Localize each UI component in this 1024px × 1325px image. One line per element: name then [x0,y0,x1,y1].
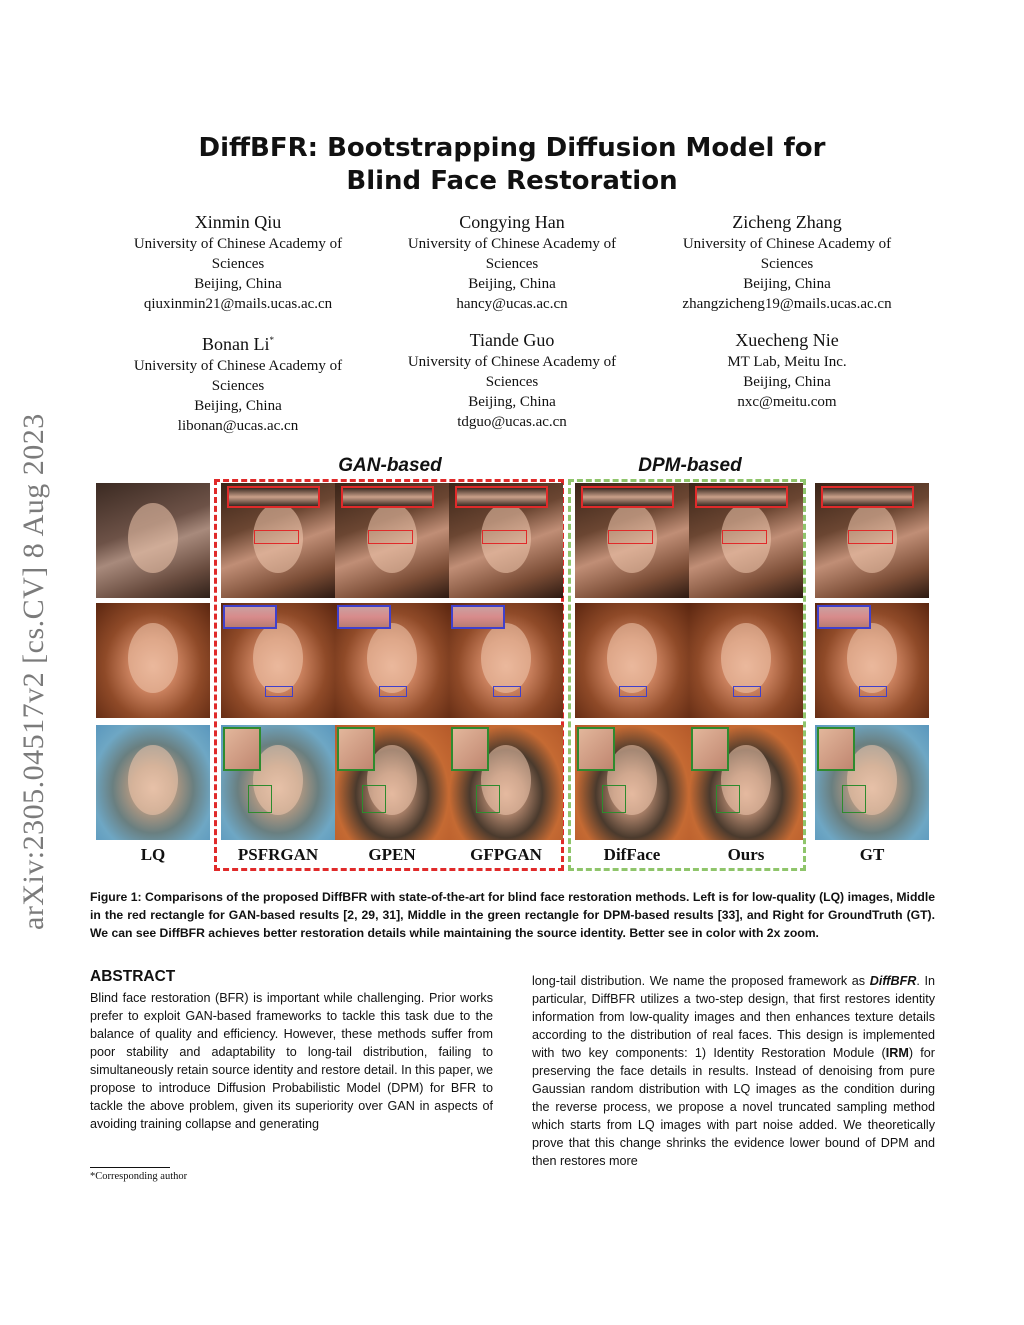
author-name: Tiande Guo [469,330,555,350]
author-email: qiuxinmin21@mails.ucas.ac.cn [143,296,333,312]
author-name: Xuecheng Nie [735,330,839,350]
lq-face-image [96,725,210,840]
author-block [652,328,922,412]
author-location: Beijing, China [468,276,556,292]
psfrgan-face-image [221,603,335,718]
arxiv-side-stamp: arXiv:2305.04517v2 [cs.CV] 8 Aug 2023 [17,413,50,930]
author-email: libonan@ucas.ac.cn [177,418,299,434]
author-name: Zicheng Zhang [732,212,842,232]
difface-face-image [575,483,689,598]
author-block [103,328,373,436]
author-affiliation: University of Chinese Academy of [133,358,343,374]
author-affiliation: Sciences [211,378,265,394]
column-label-gt: GT [859,845,885,864]
framework-name: DiffBFR [869,974,917,988]
dpm-group-label: DPM-based [638,455,742,476]
column-label-gpen: GPEN [368,845,416,864]
gfpgan-face-image [449,725,563,840]
footnote: *Corresponding author [90,1171,188,1182]
gpen-face-image [335,603,449,718]
abstract-paragraph: Blind face restoration (BFR) is important while challenging. Prior works prefer to exploit GAN-based frameworks to tackle this task due to the balance of quality and efficiency. However, these methods suffer from poor stability and adaptability to long-tail distribution, failing to simultaneously retain source identity and restore detail. In this paper, we propose to introduce Diffusion Probabilistic Model (DPM) for BFR to tackle the above problem, given its superiority over GAN in aspects of avoiding training collapse and generating [90,991,493,1131]
column-label-gfpgan: GFPGAN [470,845,542,864]
abstract-paragraph-continued: long-tail distribution. We name the proposed framework as DiffBFR. In particular, DiffBFR utilizes a two-step design, that first restores identity information from low-quality images and then enhances texture details according to the distribution of real faces. This design is implemented with two key components: 1) Identity Restoration Module (IRM) for preserving the face details in results. Instead of denoising from pure Gaussian random distribution with LQ images as the condition during the reverse process, we propose a novel truncated sampling method which starts from LQ images with part noise added. We theoretically prove that this change shrinks the evidence lower bound of DPM and then restores more [532,974,935,1168]
gan-group-label: GAN-based [338,455,442,476]
gfpgan-face-image [449,483,563,598]
author-block [377,328,647,432]
author-affiliation: University of Chinese Academy of [407,354,617,370]
column-label-psfrgan: PSFRGAN [237,845,319,864]
ours-face-image [689,483,803,598]
author-affiliation: Sciences [211,256,265,272]
module-acronym: IRM [885,1046,909,1060]
lq-face-image [96,483,210,598]
author-block [652,210,922,314]
author-affiliation: MT Lab, Meitu Inc. [727,354,847,370]
author-location: Beijing, China [194,398,282,414]
title-line-2: Blind Face Restoration [346,166,678,196]
title-line-1: DiffBFR: Bootstrapping Diffusion Model for [198,133,826,163]
author-location: Beijing, China [194,276,282,292]
gpen-face-image [335,725,449,840]
author-name: Xinmin Qiu [194,212,282,232]
corresponding-mark: * [269,335,274,345]
psfrgan-face-image [221,483,335,598]
author-location: Beijing, China [743,374,831,390]
gt-face-image [815,483,929,598]
figure-1 [0,455,1024,870]
author-affiliation: University of Chinese Academy of [407,236,617,252]
psfrgan-face-image [221,725,335,840]
difface-face-image [575,603,689,718]
gfpgan-face-image [449,603,563,718]
author-affiliation: Sciences [760,256,814,272]
column-label-difface: DifFace [603,845,661,864]
author-affiliation: University of Chinese Academy of [682,236,892,252]
ours-face-image [689,725,803,840]
gt-face-image [815,603,929,718]
author-affiliation: Sciences [485,374,539,390]
author-affiliation: Sciences [485,256,539,272]
gpen-face-image [335,483,449,598]
author-email: tdguo@ucas.ac.cn [457,414,567,430]
difface-face-image [575,725,689,840]
figure-caption: Figure 1: Comparisons of the proposed DiffBFR with state-of-the-art for blind face restoration methods. Left is for low-quality (LQ) images, Middle in the red rectangle for GAN-based results [2, 29, 31], Middle in the green rectangle for DPM-based results [33], and Right for GroundTruth (GT). We can see DiffBFR achieves better restoration details while maintaining the source identity. Better see in color with 2x zoom. [90,890,935,940]
author-name: Bonan Li* [202,334,274,354]
author-block [103,210,373,314]
abstract-left-column [90,968,493,1133]
author-affiliation: University of Chinese Academy of [133,236,343,252]
author-location: Beijing, China [468,394,556,410]
author-name: Congying Han [459,212,565,232]
ours-face-image [689,603,803,718]
gt-face-image [815,725,929,840]
lq-face-image [96,603,210,718]
abstract-right-column [532,972,935,1170]
column-label-ours: Ours [727,845,765,864]
author-location: Beijing, China [743,276,831,292]
author-email: zhangzicheng19@mails.ucas.ac.cn [682,296,892,312]
abstract-heading: ABSTRACT [90,968,176,985]
column-label-lq: LQ [140,845,166,864]
author-email: hancy@ucas.ac.cn [456,296,568,312]
author-block [377,210,647,314]
paper-title [140,132,884,198]
author-email: nxc@meitu.com [737,394,837,410]
footnote-rule [90,1167,170,1168]
